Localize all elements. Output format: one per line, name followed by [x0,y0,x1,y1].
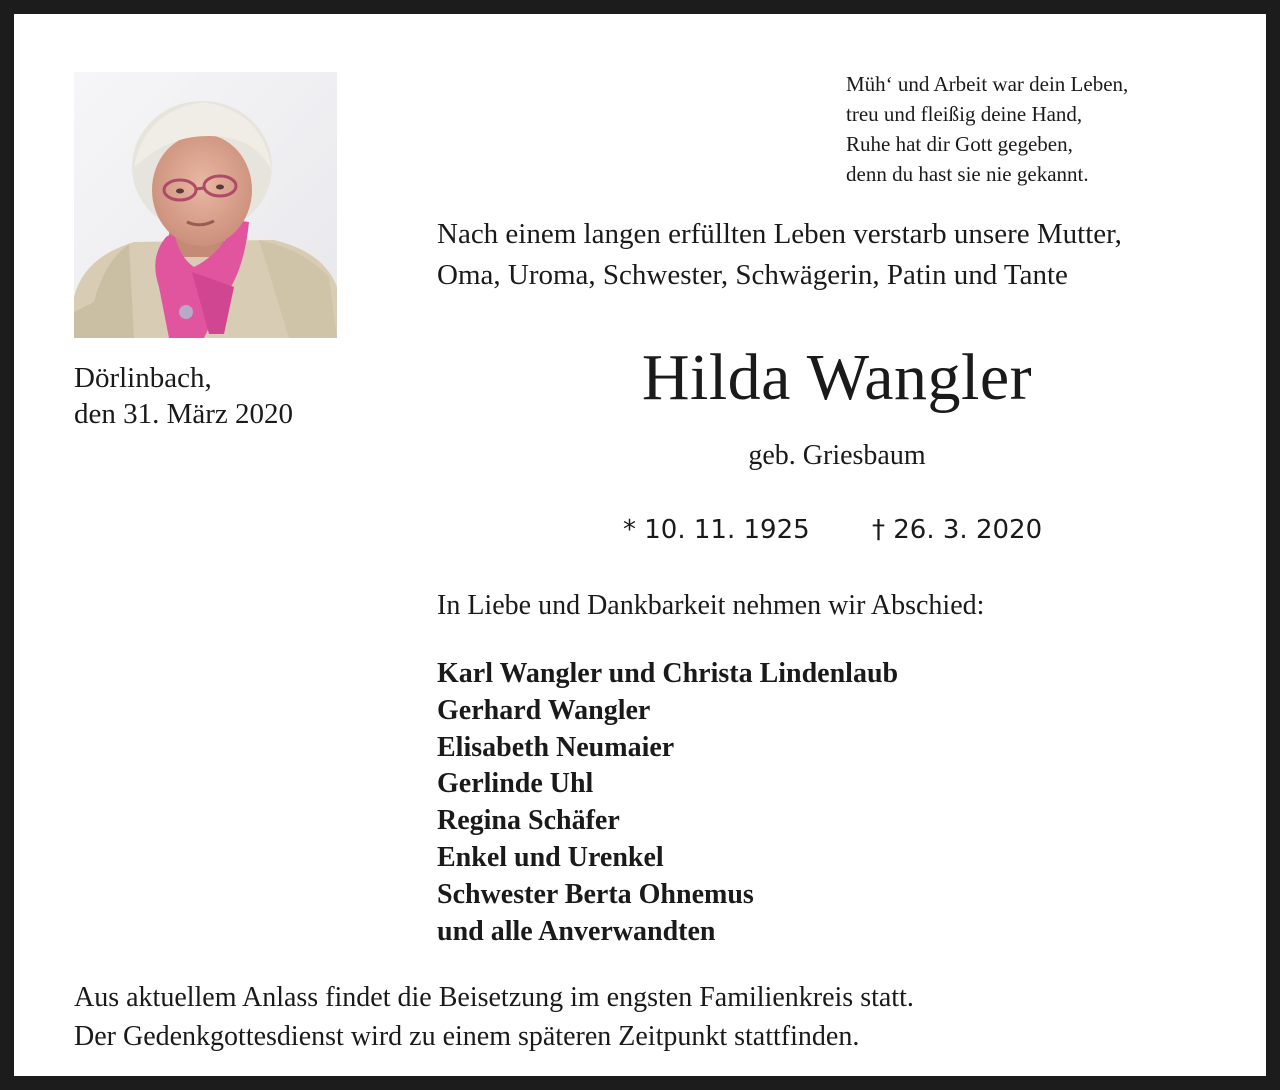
birth-date: * 10. 11. 1925 [623,515,810,545]
mourner-item: Karl Wangler und Christa Lindenlaub [437,658,899,689]
poem-line: Müh‘ und Arbeit war dein Leben, [846,72,1129,96]
notice-line: Aus aktuellem Anlass findet die Beisetzung im engsten Familienkreis statt. [74,982,914,1013]
poem-line: treu und fleißig deine Hand, [846,102,1083,126]
poem-line: denn du hast sie nie gekannt. [846,162,1089,186]
farewell-text: In Liebe und Dankbarkeit nehmen wir Abschied: [437,590,985,621]
intro-line: Oma, Uroma, Schwester, Schwägerin, Patin und Tante [437,259,1068,291]
funeral-notice [74,978,914,1056]
mourners-list [437,656,898,950]
deceased-name: Hilda Wangler [641,341,1033,414]
date-line: den 31. März 2020 [74,398,294,430]
mourner-item: Regina Schäfer [437,805,620,837]
portrait-photo [74,72,337,338]
intro-text [437,214,1122,296]
maiden-name: geb. Griesbaum [748,440,926,471]
mourner-item: und alle Anverwandten [437,915,716,947]
mourner-item: Gerhard Wangler [437,694,651,726]
place-and-date [74,360,293,432]
memorial-poem [846,69,1128,189]
poem-line: Ruhe hat dir Gott gegeben, [846,132,1073,156]
death-date: † 26. 3. 2020 [872,515,1043,545]
intro-line: Nach einem langen erfüllten Leben verstarb unsere Mutter, [437,218,1122,250]
mourner-item: Elisabeth Neumaier [437,731,675,763]
notice-line: Der Gedenkgottesdienst wird zu einem späteren Zeitpunkt stattfinden. [74,1021,860,1052]
place-line: Dörlinbach, [74,362,212,394]
mourner-item: Gerlinde Uhl [437,768,594,800]
mourner-item: Schwester Berta Ohnemus [437,878,754,910]
mourner-item: Enkel und Urenkel [437,841,664,873]
